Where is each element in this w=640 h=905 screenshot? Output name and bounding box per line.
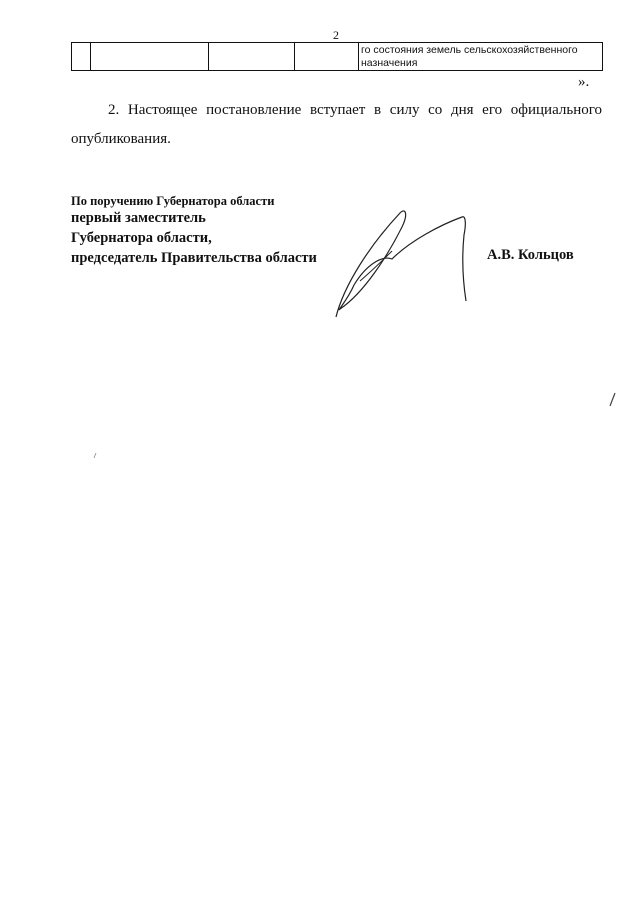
continuation-table <box>71 42 603 71</box>
signature-stroke <box>336 211 466 317</box>
handwritten-signature <box>330 205 480 325</box>
signature-commission: По поручению Губернатора области <box>71 194 275 208</box>
paragraph-2: 2. Настоящее постановление вступает в силу со дня его официального опубликования. <box>71 102 602 147</box>
signatory-title-line-2: Губернатора области, <box>71 230 212 246</box>
description-line-1: го состояния земель сельскохозяйственного <box>361 44 578 56</box>
table-cell-name <box>91 43 209 71</box>
table-cell-amount <box>209 43 295 71</box>
description-line-2: назначения <box>361 56 418 69</box>
signatory-title <box>71 208 317 268</box>
signatory-title-line-1: первый заместитель <box>71 210 206 226</box>
scan-speck <box>92 452 98 460</box>
table-cell-number <box>72 43 91 71</box>
signatory-name: А.В. Кольцов <box>487 247 574 263</box>
table-cell-unit <box>295 43 359 71</box>
signature-stroke <box>360 251 392 281</box>
table-cell-description <box>359 43 603 71</box>
closing-quote: ». <box>578 74 590 90</box>
stray-mark <box>608 392 618 408</box>
table-row <box>72 43 603 71</box>
signatory-title-line-3: председатель Правительства области <box>71 250 317 266</box>
page-number: 2 <box>333 28 339 42</box>
